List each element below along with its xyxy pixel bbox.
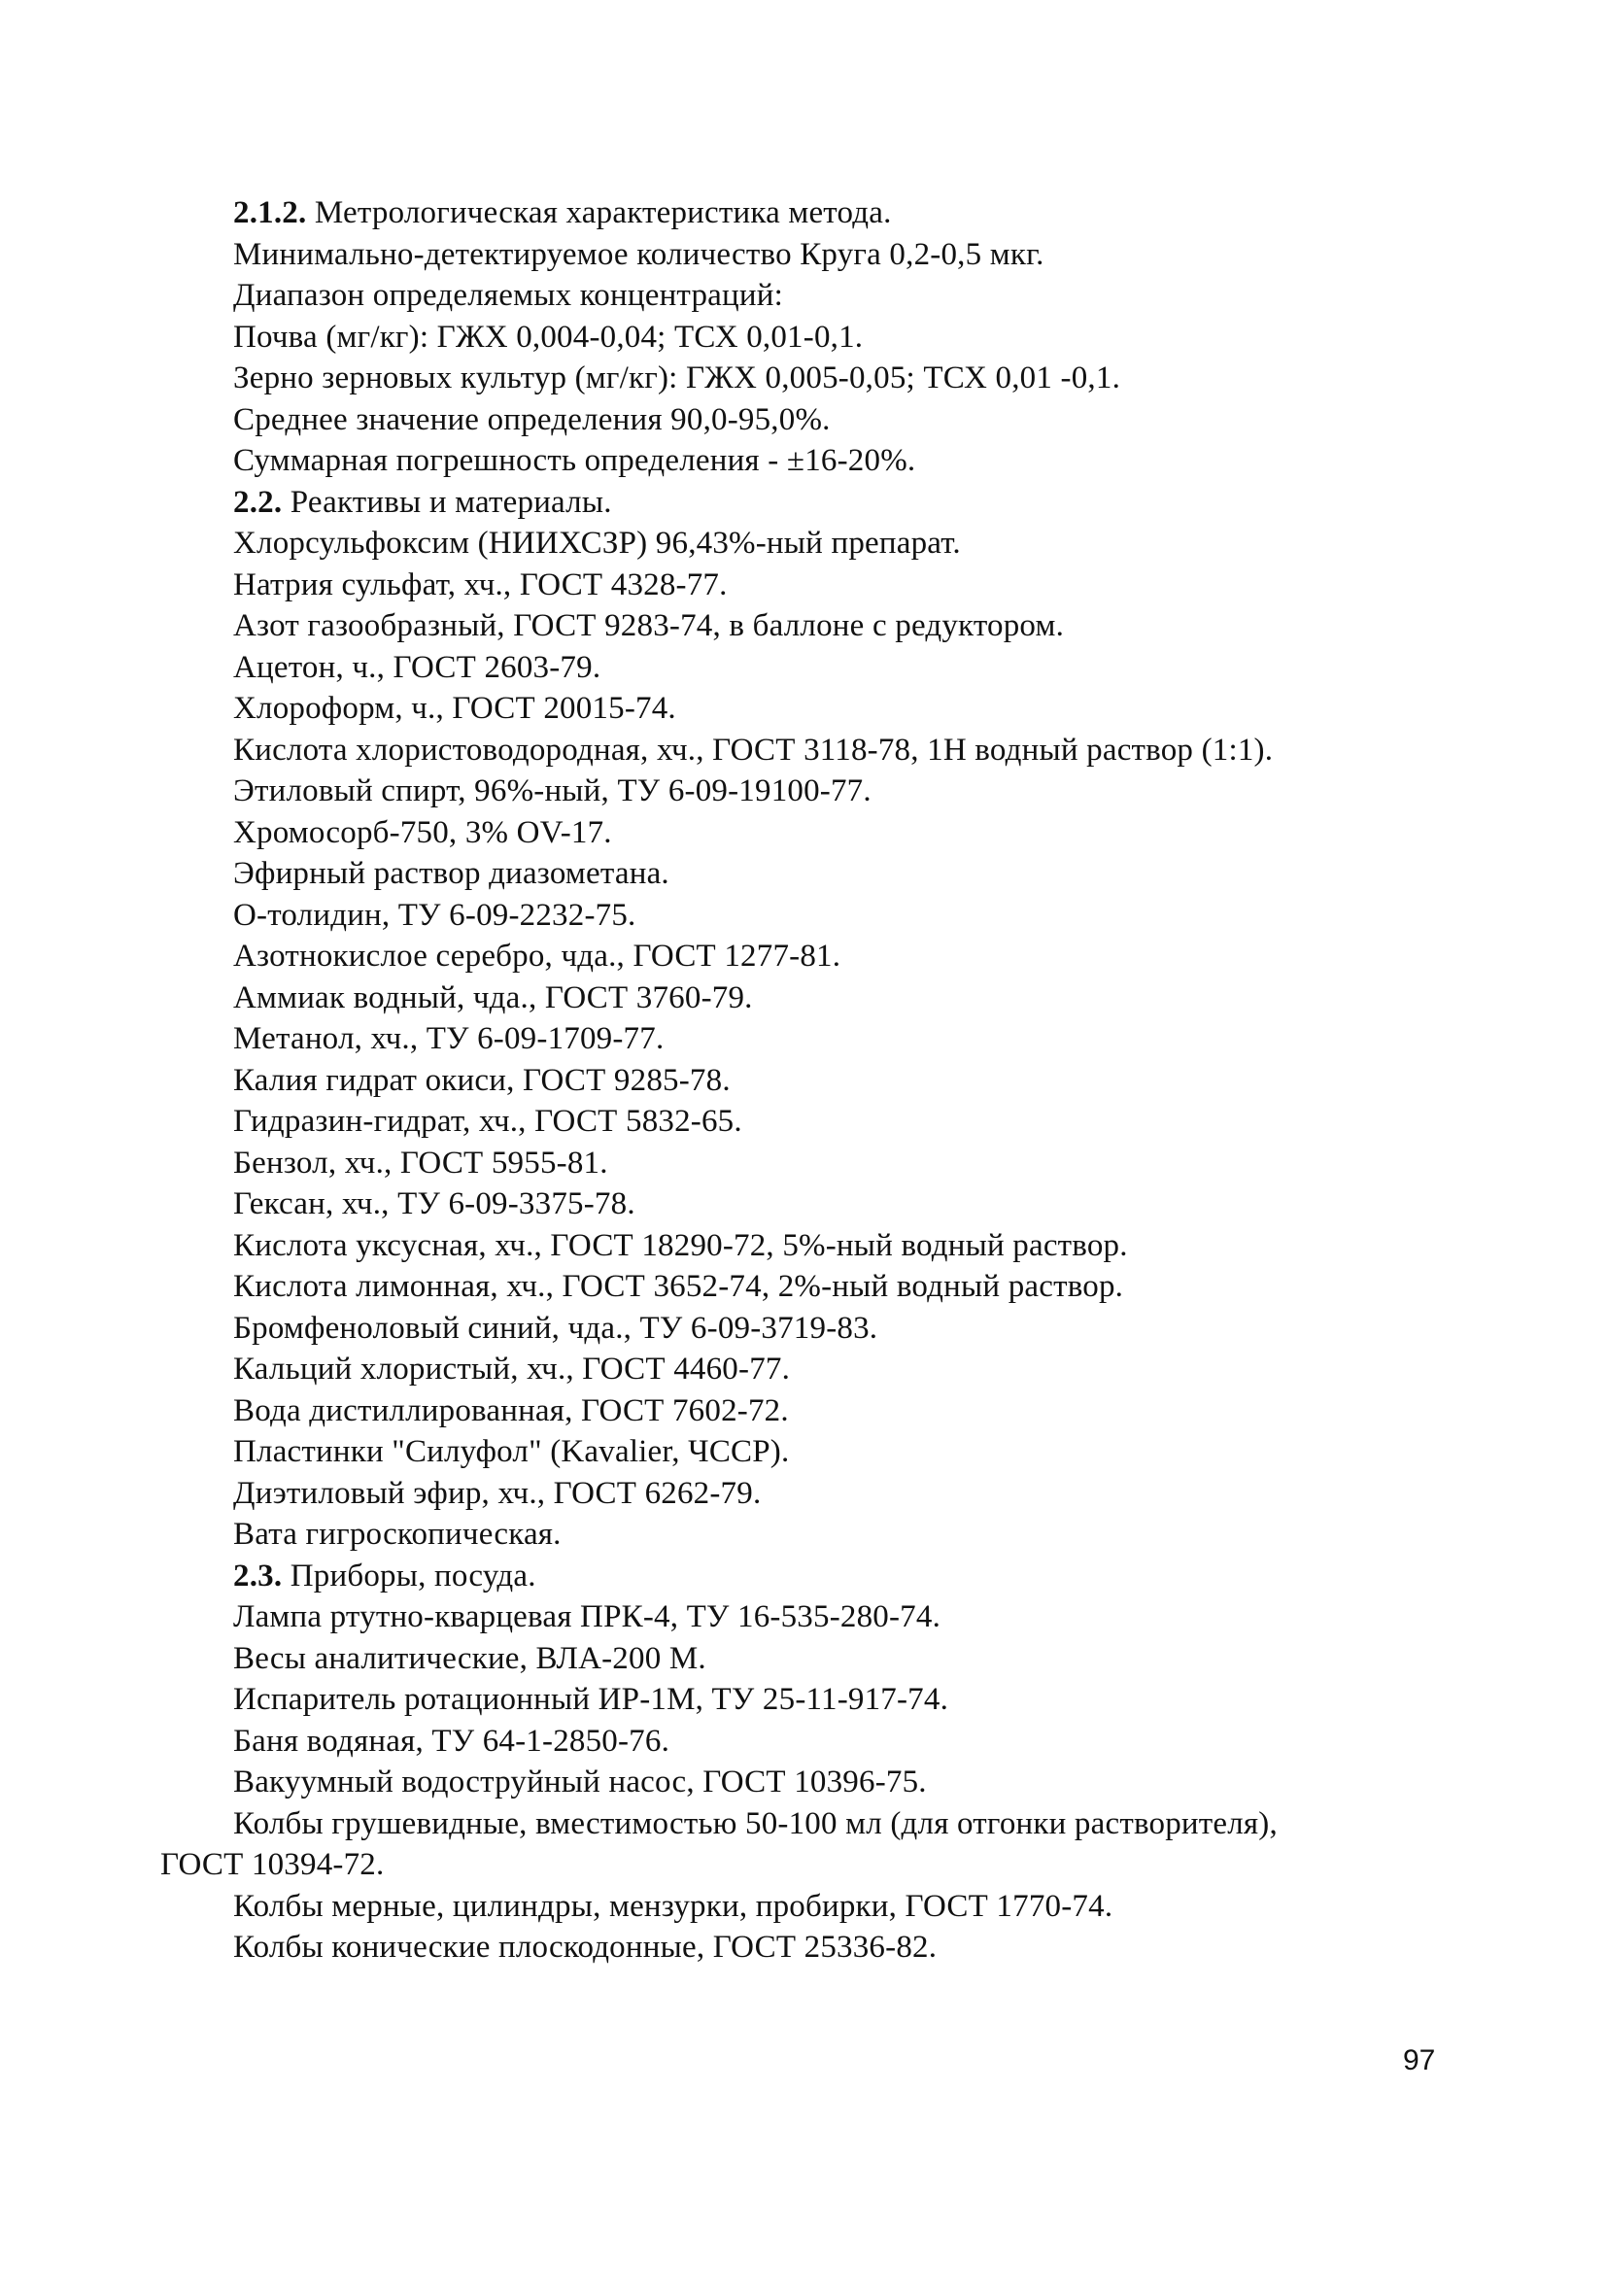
reagent-item: Гексан, хч., ТУ 6-09-3375-78.: [233, 1186, 635, 1221]
text-line: Зерно зерновых культур (мг/кг): ГЖХ 0,005-0,05; ТСХ 0,01 -0,1.: [233, 360, 1121, 395]
text-line: Диапазон определяемых концентраций:: [233, 278, 783, 313]
body-text: [160, 192, 1496, 1969]
reagent-item: Пластинки "Силуфол" (Kavalier, ЧССР).: [233, 1434, 790, 1469]
reagent-item: Азот газообразный, ГОСТ 9283-74, в баллоне с редуктором.: [233, 608, 1065, 643]
reagent-item: Аммиак водный, чда., ГОСТ 3760-79.: [233, 979, 753, 1015]
section-number: 2.1.2.: [233, 195, 307, 230]
reagent-item: Натрия сульфат, хч., ГОСТ 4328-77.: [233, 566, 728, 602]
reagent-item: Вода дистиллированная, ГОСТ 7602-72.: [233, 1392, 789, 1428]
reagent-item: Метанол, хч., ТУ 6-09-1709-77.: [233, 1021, 665, 1056]
text-line: Суммарная погрешность определения - ±16-20%.: [233, 443, 916, 478]
section-title: Реактивы и материалы.: [282, 484, 612, 520]
equipment-item: Колбы мерные, цилиндры, мензурки, пробирки, ГОСТ 1770-74.: [233, 1888, 1113, 1924]
reagent-item: О-толидин, ТУ 6-09-2232-75.: [233, 897, 636, 933]
reagent-item: Калия гидрат окиси, ГОСТ 9285-78.: [233, 1062, 731, 1098]
section-heading-2-3: [233, 1556, 1496, 1597]
reagent-item: Кислота уксусная, хч., ГОСТ 18290-72, 5%-ный водный раствор.: [233, 1227, 1128, 1263]
reagent-item: Этиловый спирт, 96%-ный, ТУ 6-09-19100-77.: [233, 773, 872, 808]
section-title: Приборы, посуда.: [282, 1558, 536, 1593]
reagent-item: Бензол, хч., ГОСТ 5955-81.: [233, 1145, 608, 1181]
equipment-item: Колбы грушевидные, вместимостью 50-100 мл (для отгонки растворителя),: [233, 1805, 1278, 1841]
section-number: 2.3.: [233, 1558, 283, 1593]
equipment-item: Лампа ртутно-кварцевая ПРК-4, ТУ 16-535-280-74.: [233, 1599, 941, 1634]
equipment-item-continuation: ГОСТ 10394-72.: [160, 1847, 385, 1882]
reagent-item: Гидразин-гидрат, хч., ГОСТ 5832-65.: [233, 1104, 742, 1139]
equipment-item: Колбы конические плоскодонные, ГОСТ 25336-82.: [233, 1930, 938, 1965]
reagent-item: Азотнокислое серебро, чда., ГОСТ 1277-81.: [233, 939, 841, 974]
section-heading-2-2: [233, 482, 1496, 524]
equipment-item: Весы аналитические, ВЛА-200 М.: [233, 1640, 706, 1676]
reagent-item: Бромфеноловый синий, чда., ТУ 6-09-3719-83.: [233, 1310, 878, 1346]
section-heading-2-1-2: [233, 192, 1496, 234]
reagent-item: Хромосорб-750, 3% OV-17.: [233, 814, 612, 850]
equipment-item: Вакуумный водоструйный насос, ГОСТ 10396-75.: [233, 1765, 927, 1799]
reagent-item: Кислота хлористоводородная, хч., ГОСТ 3118-78, 1Н водный раствор (1:1).: [233, 732, 1274, 768]
equipment-item: Испаритель ротационный ИР-1М, ТУ 25-11-917-74.: [233, 1682, 949, 1717]
text-line: Почва (мг/кг): ГЖХ 0,004-0,04; ТСХ 0,01-0,1.: [233, 319, 864, 355]
reagent-item: Хлорсульфоксим (НИИХСЗР) 96,43%-ный препарат.: [233, 526, 961, 561]
reagent-item: Хлороформ, ч., ГОСТ 20015-74.: [233, 691, 676, 726]
reagent-item: Кальций хлористый, хч., ГОСТ 4460-77.: [233, 1352, 791, 1387]
section-title: Метрологическая характеристика метода.: [306, 195, 892, 230]
reagent-item: Ацетон, ч., ГОСТ 2603-79.: [233, 649, 601, 685]
text-line: Среднее значение определения 90,0-95,0%.: [233, 401, 831, 437]
reagent-item: Кислота лимонная, хч., ГОСТ 3652-74, 2%-ный водный раствор.: [233, 1269, 1124, 1304]
reagent-item: Вата гигроскопическая.: [233, 1517, 562, 1552]
text-line: Минимально-детектируемое количество Круга 0,2-0,5 мкг.: [233, 236, 1044, 272]
reagent-item: Диэтиловый эфир, хч., ГОСТ 6262-79.: [233, 1475, 762, 1511]
page-number: 97: [1403, 2044, 1436, 2076]
section-number: 2.2.: [233, 484, 283, 520]
reagent-item: Эфирный раствор диазометана.: [233, 856, 669, 891]
equipment-item: Баня водяная, ТУ 64-1-2850-76.: [233, 1723, 670, 1759]
